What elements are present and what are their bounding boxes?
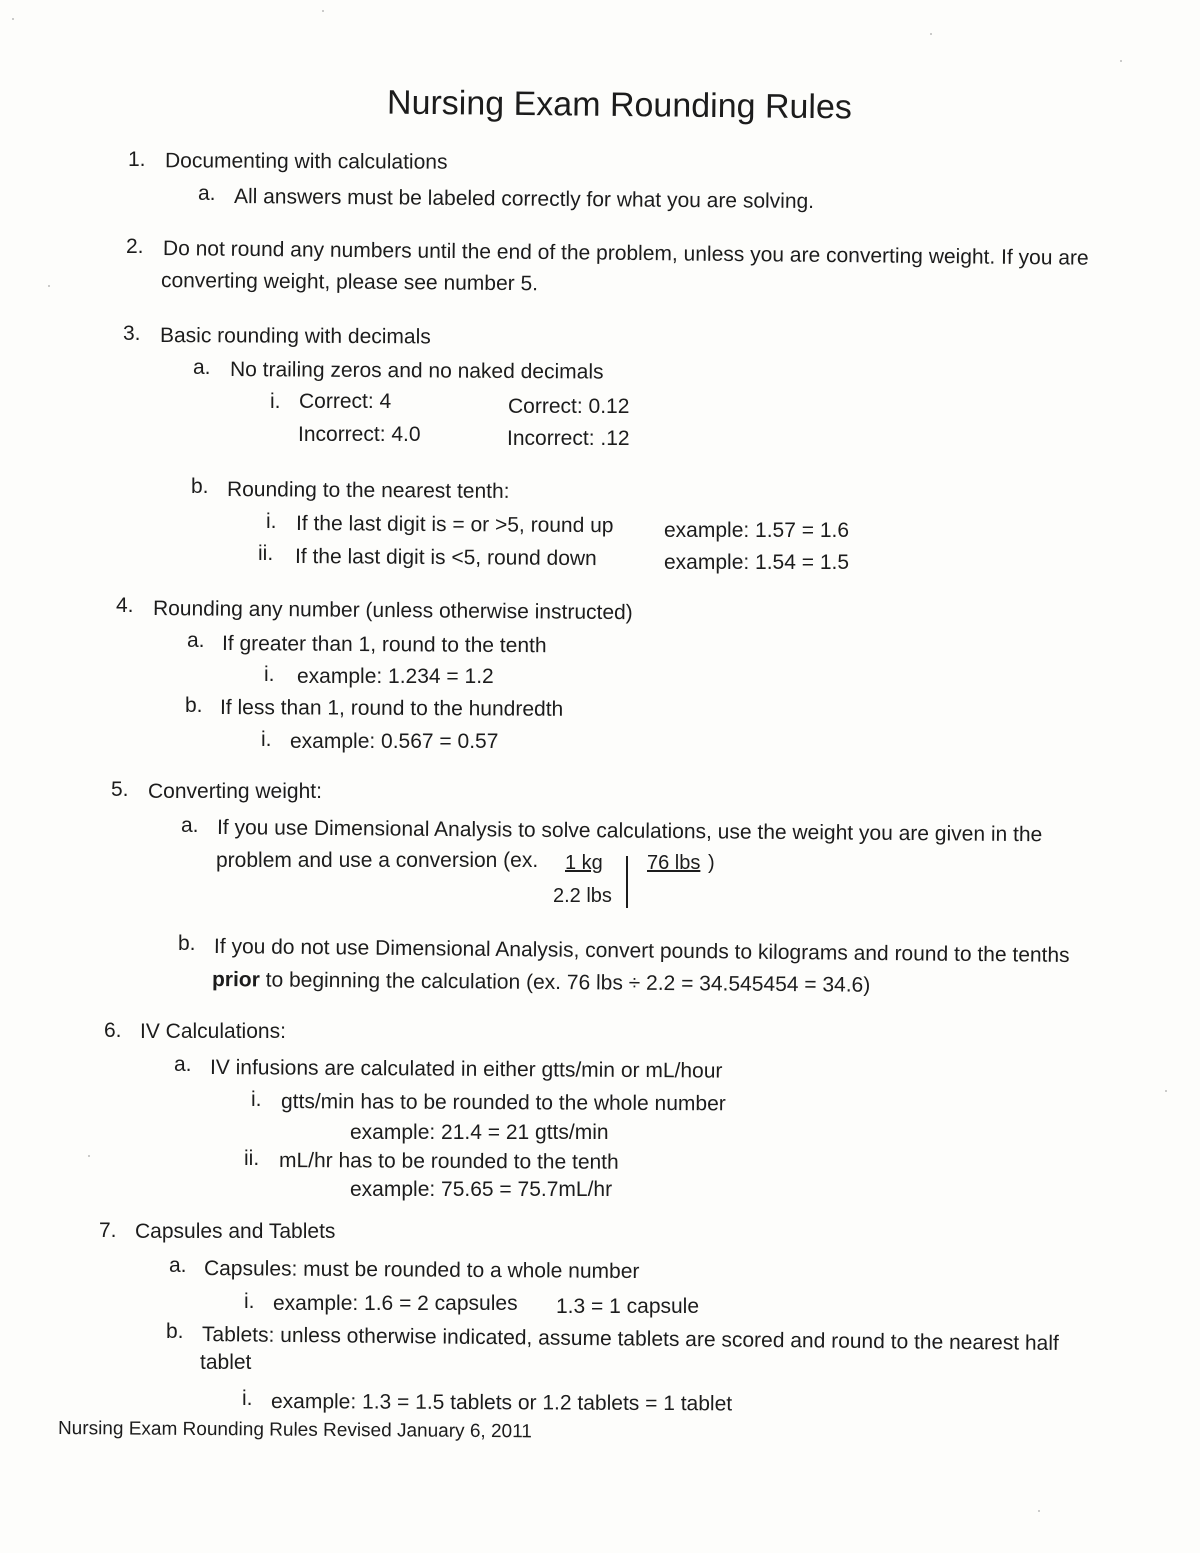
section-6a-ii-marker: ii.	[244, 1147, 260, 1170]
conversion-fraction	[552, 852, 722, 914]
section-7a-marker: a.	[169, 1254, 187, 1277]
section-3b-i-marker: i.	[266, 510, 277, 533]
section-3b-marker: b.	[191, 475, 209, 498]
section-4-heading: Rounding any number (unless otherwise instructed)	[152, 597, 633, 625]
section-3b-ii-text: If the last digit is <5, round down	[294, 545, 597, 571]
section-3b-text: Rounding to the nearest tenth:	[226, 478, 510, 503]
section-4-number: 4.	[116, 594, 134, 617]
section-3a-text: No trailing zeros and no naked decimals	[229, 358, 604, 384]
section-2-number: 2.	[126, 235, 144, 258]
scan-speck	[48, 285, 50, 287]
section-7a-i-text-2: 1.3 = 1 capsule	[556, 1295, 700, 1318]
section-6-number: 6.	[104, 1019, 122, 1042]
section-4b-i-text: example: 0.567 = 0.57	[290, 730, 499, 753]
fraction-numerator-kg: 1 kg	[565, 852, 603, 874]
correct-example-1: Correct: 4	[299, 390, 392, 413]
scan-speck	[322, 10, 324, 12]
page-title: Nursing Exam Rounding Rules	[386, 83, 853, 127]
section-6-heading: IV Calculations:	[140, 1020, 286, 1043]
section-3b-ii-marker: ii.	[258, 542, 274, 565]
section-5a-line-2: problem and use a conversion (ex.	[216, 849, 539, 872]
section-6a-i-example: example: 21.4 = 21 gtts/min	[350, 1121, 609, 1144]
section-3b-ii-example: example: 1.54 = 1.5	[664, 551, 850, 574]
incorrect-example-2: Incorrect: .12	[507, 427, 630, 450]
scan-speck	[88, 1155, 90, 1157]
section-1a-marker: a.	[198, 182, 216, 205]
section-2-line-1: Do not round any numbers until the end of the problem, unless you are converting weight. If you are	[162, 237, 1089, 270]
fraction-denominator: 2.2 lbs	[553, 885, 612, 907]
section-3-heading: Basic rounding with decimals	[159, 324, 431, 349]
section-1a-text: All answers must be labeled correctly for what you are solving.	[233, 185, 815, 214]
section-7b-i-marker: i.	[242, 1387, 253, 1410]
section-7a-text: Capsules: must be rounded to a whole number	[203, 1257, 640, 1284]
scan-speck	[930, 33, 932, 35]
section-6a-text: IV infusions are calculated in either gtts/min or mL/hour	[209, 1056, 723, 1083]
section-4b-i-marker: i.	[261, 728, 272, 751]
section-5b-marker: b.	[178, 932, 196, 955]
fraction-divider	[626, 856, 628, 908]
section-5b-line-1: If you do not use Dimensional Analysis, convert pounds to kilograms and round to the tenths	[213, 935, 1070, 967]
section-7-number: 7.	[99, 1219, 117, 1242]
incorrect-example-1: Incorrect: 4.0	[298, 423, 421, 446]
scan-speck	[12, 18, 14, 20]
section-4b-marker: b.	[185, 694, 203, 717]
section-6a-i-marker: i.	[251, 1088, 262, 1111]
section-3b-i-example: example: 1.57 = 1.6	[664, 519, 850, 542]
section-4b-text: If less than 1, round to the hundredth	[219, 696, 564, 721]
section-7-heading: Capsules and Tablets	[135, 1220, 336, 1243]
section-2-line-2: converting weight, please see number 5.	[160, 269, 539, 296]
section-7b-line-1: Tablets: unless otherwise indicated, assume tablets are scored and round to the nearest half	[201, 1323, 1059, 1355]
scan-speck	[1165, 1090, 1167, 1092]
section-6a-i-text: gtts/min has to be rounded to the whole number	[280, 1090, 726, 1116]
section-4a-text: If greater than 1, round to the tenth	[221, 632, 547, 658]
scan-speck	[1120, 60, 1122, 62]
section-6a-ii-text: mL/hr has to be rounded to the tenth	[278, 1149, 619, 1174]
section-6a-ii-example: example: 75.65 = 75.7mL/hr	[350, 1178, 613, 1201]
section-7b-i-text: example: 1.3 = 1.5 tablets or 1.2 tablets = 1 tablet	[270, 1390, 733, 1416]
fraction-numerator-lbs: 76 lbs	[647, 852, 701, 874]
section-7b-marker: b.	[166, 1320, 184, 1343]
section-3a-i-marker: i.	[270, 390, 281, 413]
section-3-number: 3.	[123, 322, 141, 345]
section-5b-line-2-rest: to beginning the calculation (ex. 76 lbs ÷ 2.2 = 34.545454 = 34.6)	[259, 968, 871, 997]
section-3b-i-text: If the last digit is = or >5, round up	[295, 512, 614, 538]
section-1-number: 1.	[128, 148, 146, 171]
section-5a-marker: a.	[181, 814, 199, 837]
prior-emphasis: prior	[211, 968, 260, 992]
section-5b-line-2	[212, 967, 871, 999]
fraction-close-paren: )	[708, 852, 715, 874]
section-4a-marker: a.	[187, 629, 205, 652]
section-7a-i-text: example: 1.6 = 2 capsules	[273, 1292, 518, 1315]
section-3a-marker: a.	[193, 356, 211, 379]
section-5a-line-1: If you use Dimensional Analysis to solve calculations, use the weight you are given in the	[216, 816, 1043, 847]
scan-speck	[1038, 1510, 1040, 1512]
section-5-number: 5.	[111, 778, 129, 801]
section-7a-i-marker: i.	[244, 1290, 255, 1313]
section-4a-i-marker: i.	[264, 663, 275, 686]
footer-revision-note: Nursing Exam Rounding Rules Revised January 6, 2011	[57, 1418, 532, 1443]
section-7b-line-2: tablet	[200, 1351, 252, 1374]
section-4a-i-text: example: 1.234 = 1.2	[297, 665, 494, 688]
section-1-heading: Documenting with calculations	[164, 149, 448, 174]
correct-example-2: Correct: 0.12	[508, 395, 630, 418]
section-5-heading: Converting weight:	[148, 780, 322, 803]
section-6a-marker: a.	[174, 1053, 192, 1076]
